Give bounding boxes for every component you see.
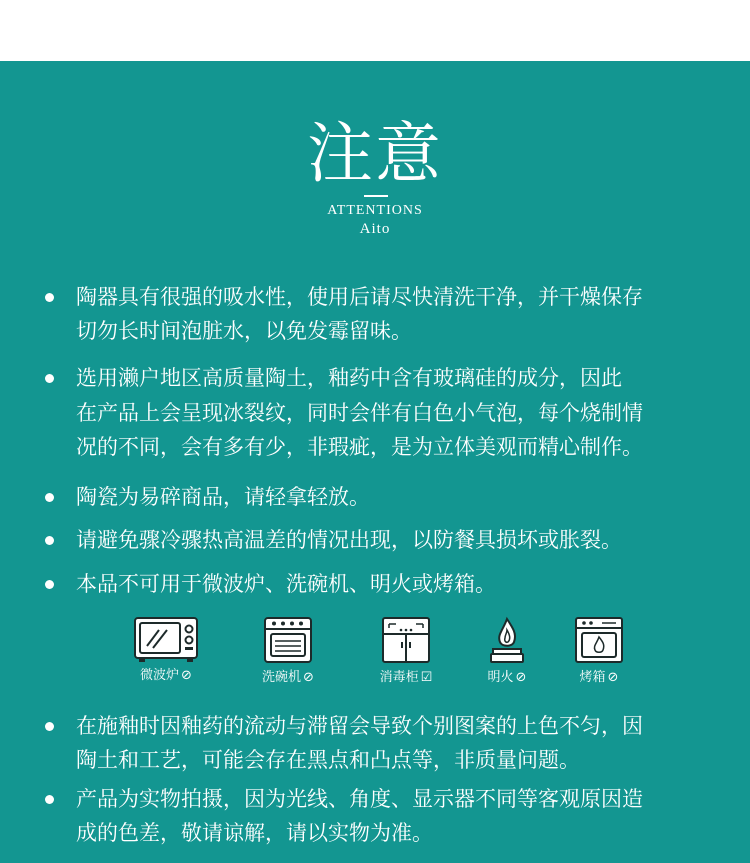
appliance-label: [554, 670, 644, 686]
notice-line: 本品不可用于微波炉、洗碗机、明火或烤箱。: [76, 572, 496, 596]
bullet-dot: [45, 580, 54, 589]
appliance-label: [462, 670, 552, 686]
microwave-icon: [133, 616, 199, 664]
appliance-name: 洗碗机: [262, 670, 302, 685]
prohibited-icon: ⊘: [303, 670, 314, 685]
appliance-oven: [554, 616, 644, 686]
notice-line: 切勿长时间泡脏水，以免发霉留味。: [76, 319, 412, 343]
appliance-name: 消毒柜: [379, 670, 419, 685]
page-subtitle: ATTENTIONS: [327, 203, 423, 218]
prohibited-icon: ⊘: [181, 668, 192, 683]
appliance-name: 烤箱: [579, 670, 606, 685]
appliance-microwave: [121, 616, 211, 684]
appliance-dishwasher: [243, 616, 333, 686]
sterilizer-cabinet-icon: [381, 616, 431, 666]
appliance-label: [243, 670, 333, 686]
appliance-open-flame: [462, 616, 552, 686]
appliance-sterilizer-cabinet: [361, 616, 451, 686]
notice-line: 成的色差，敬请谅解，请以实物为准。: [76, 821, 433, 845]
open-flame-icon: [487, 616, 527, 666]
notice-line: 选用濑户地区高质量陶土，釉药中含有玻璃硅的成分，因此: [76, 366, 622, 390]
prohibited-icon: ⊘: [515, 670, 527, 685]
appliance-label: [121, 668, 211, 684]
checkbox-icon: ☑: [420, 670, 433, 685]
brand-name: Aito: [359, 221, 391, 237]
notice-line: 陶土和工艺，可能会存在黑点和凸点等，非质量问题。: [76, 748, 580, 772]
appliance-icon-row: [0, 616, 750, 691]
notice-line: 陶器具有很强的吸水性，使用后请尽快清洗干净，并干燥保存: [76, 285, 643, 309]
notice-line: 请避免骤冷骤热高温差的情况出现，以防餐具损坏或胀裂。: [76, 528, 622, 552]
appliance-name: 明火: [487, 670, 514, 685]
bullet-dot: [45, 722, 54, 731]
bullet-dot: [45, 374, 54, 383]
notice-line: 况的不同，会有多有少，非瑕疵，是为立体美观而精心制作。: [76, 435, 643, 459]
notice-line: 在产品上会呈现冰裂纹，同时会伴有白色小气泡，每个烧制情: [76, 401, 643, 425]
page-title: 注意: [307, 115, 443, 192]
attention-panel: [0, 61, 750, 863]
prohibited-icon: ⊘: [607, 670, 619, 685]
top-white-strip: [0, 0, 750, 61]
bullet-dot: [45, 493, 54, 502]
bullet-dot: [45, 536, 54, 545]
appliance-name: 微波炉: [140, 668, 180, 683]
notice-line: 产品为实物拍摄，因为光线、角度、显示器不同等客观原因造: [76, 787, 643, 811]
bullet-dot: [45, 293, 54, 302]
title-underline: [364, 195, 388, 197]
bullet-dot: [45, 795, 54, 804]
dishwasher-icon: [263, 616, 313, 666]
oven-icon: [574, 616, 624, 666]
appliance-label: [361, 670, 451, 686]
notice-line: 在施釉时因釉药的流动与滞留会导致个别图案的上色不匀，因: [76, 714, 643, 738]
notice-line: 陶瓷为易碎商品，请轻拿轻放。: [76, 485, 370, 509]
